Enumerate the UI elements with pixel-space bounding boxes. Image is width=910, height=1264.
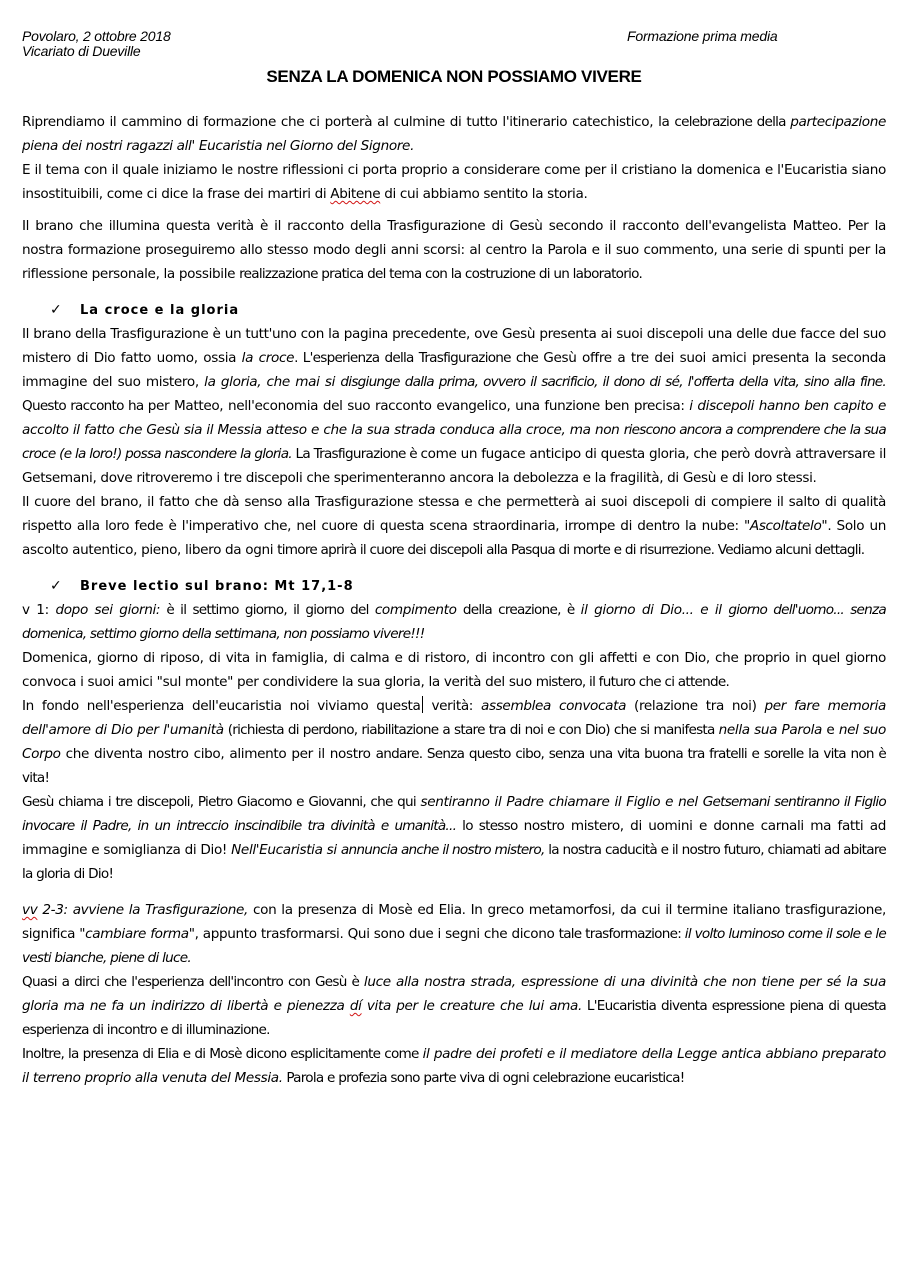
- text-run: E il tema con il quale iniziamo le nostre riflessioni ci porta proprio a considerare come per il cristiano la domenica e l'Eucaristia siano insostituibili, come ci dice la frase dei martiri di: [22, 162, 886, 202]
- text-run: i discepoli hanno ben capito e accolto il fatto che Gesù sia il Messia atteso e che la sua strada conduca alla croce, ma non: [22, 398, 887, 438]
- text-run: La Trasfigurazione è: [291, 446, 421, 462]
- text-run: "Ascoltatelo": [743, 518, 828, 534]
- text-run: è il settimo giorno, il giorno del: [160, 602, 375, 618]
- text-run: della creazione, è: [456, 602, 581, 618]
- place-date: Povolaro, 2 ottobre 2018: [22, 28, 171, 44]
- section2-paragraph-3: [22, 694, 886, 790]
- text-run: con la presenza di Mosè ed Elia. In greco metamorfosi, da cui il termine italiano trasfigurazione, significa: [22, 902, 886, 942]
- text-run: di cui abbiamo sentito la storia.: [380, 186, 588, 202]
- text-run: discepoli che sperimenteranno ancora la debolezza e la fragilità, di Gesù e di loro stessi.: [245, 470, 817, 486]
- text-run: 2-3: avviene la Trasfigurazione,: [37, 902, 249, 918]
- text-run: annuncia anche il nostro mistero,: [340, 842, 545, 858]
- text-run: Riprendiamo il cammino di formazione che ci porterà al culmine di tutto l'itinerario catechistico, la: [22, 114, 675, 130]
- section2-paragraph-6: [22, 970, 886, 1042]
- text-run: di ogni celebrazione eucaristica!: [488, 1070, 685, 1086]
- text-run: per Matteo, nell'economia del suo racconto evangelico, una funzione ben precisa:: [147, 398, 690, 414]
- intro-paragraph-3: [22, 214, 886, 286]
- text-run: il giorno di Dio... e il: [580, 602, 729, 618]
- text-run: Il cuore del brano, il fatto che dà senso alla Trasfigurazione stessa e che permetterà ai suoi discepoli di compiere il salto di qualità rispetto alla loro fede è l'imperativo che, nel cuore di questa scena straordinaria, irrompe di dentro la nube:: [22, 494, 886, 534]
- header-left: [22, 29, 171, 59]
- text-run: L'Eucaristia diventa espressione piena di questa esperienza di incontro e di illuminazione.: [22, 998, 886, 1038]
- text-run: tale trasformazione:: [558, 926, 685, 942]
- text-run: dopo sei giorni:: [55, 602, 161, 618]
- text-run: e: [822, 722, 839, 738]
- spellcheck-word[interactable]: dí: [349, 998, 362, 1014]
- text-run: il volto luminoso come il sole e le vesti bianche, piene di luce.: [22, 926, 886, 966]
- text-run: luce alla nostra strada, espressione di una divinità che non tiene per sé la sua gloria ma ne fa un indirizzo di libertà e pienezza: [22, 974, 886, 1014]
- text-run: (richiesta di perdono, riabilitazione a stare tra di noi e con Dio) che si manifesta: [223, 722, 719, 738]
- vicariate: Vicariato di Dueville: [22, 43, 141, 59]
- text-run: Nell'Eucaristia si: [231, 842, 341, 858]
- text-run: partecipazione piena dei nostri ragazzi all' Eucaristia nel Giorno del Signore.: [22, 114, 886, 154]
- text-run: lo stesso: [456, 818, 524, 834]
- text-run: ama.: [549, 998, 583, 1014]
- text-run: assemblea convocata: [480, 698, 627, 714]
- spellcheck-word[interactable]: vv: [22, 902, 38, 918]
- text-run: In fondo nell'esperienza dell'eucaristia noi viviamo questa: [22, 698, 421, 714]
- text-run: compimento: [374, 602, 457, 618]
- text-run: . L'esperienza della Trasfigurazione che: [294, 350, 544, 366]
- text-run: Il brano della Trasfigurazione è un tutt'uno con la pagina precedente, ove Gesù presenta ai suoi discepoli: [22, 326, 708, 342]
- document-title: SENZA LA DOMENICA NON POSSIAMO VIVERE: [266, 67, 642, 86]
- text-run: vita per le creature che lui: [361, 998, 550, 1014]
- text-run: (relazione tra noi): [626, 698, 765, 714]
- intro-paragraph-2: [22, 158, 886, 206]
- verses-2-3-paragraph: [22, 898, 886, 970]
- text-run: Getsemani sentiranno il Figlio invocare il Padre, in un intreccio inscindibile tra divinità e umanità...: [22, 794, 886, 834]
- course-label: Formazione prima media: [627, 28, 778, 44]
- text-run: una delle due facce del suo mistero di Dio fatto uomo, ossia: [22, 326, 886, 366]
- text-run: Il brano che illumina questa verità è il racconto della Trasfigurazione di Gesù secondo il racconto dell'evangelista Matteo. Per la nostra formazione proseguiremo allo stesso modo degli anni scorsi: al centro la Parola e il suo commento, una serie di spunti per la riflessione personale, la possibile: [22, 218, 886, 282]
- text-run: la croce: [241, 350, 295, 366]
- text-run: timore aprirà il cuore dei discepoli alla Pasqua di morte e di risurrezione. Vediamo alcuni dettagli.: [277, 542, 865, 558]
- section2-paragraph-4: [22, 790, 886, 886]
- text-run: Domenica, giorno di riposo, di vita in famiglia, di calma e di ristoro, di incontro con gli affetti e con Dio, che proprio in quel giorno convoca i suoi amici "sul monte" per condividere la sua gloria, la verità del suo: [22, 650, 886, 690]
- text-run: il padre dei profeti e il mediatore della: [422, 1046, 678, 1062]
- intro-paragraph-1: [22, 110, 886, 158]
- text-cursor: [422, 696, 423, 713]
- section2-paragraph-2: [22, 646, 886, 694]
- verse-1-paragraph: [22, 598, 886, 646]
- text-run: Parola e profezia sono parte viva: [282, 1070, 489, 1086]
- text-run: giorno dell'uomo... senza domenica, settimo giorno della settimana, non possiamo vivere!!!: [22, 602, 886, 642]
- text-run: nostro mistero, di uomini e donne carnali ma fatti ad immagine e somiglianza di Dio!: [22, 818, 886, 858]
- section1-paragraph-1: [22, 322, 886, 490]
- text-run: disgiunge dalla prima, ovvero il sacrificio, il dono di sé, l'offerta della vita, sino alla fine.: [340, 374, 886, 390]
- text-run: nel suo Corpo: [22, 722, 886, 762]
- text-run: Breve lectio sul brano: Mt 17,1-8: [80, 579, 354, 594]
- text-run: riescono ancora a comprendere che la sua croce (e la loro!) possa nascondere la gloria.: [22, 422, 886, 462]
- document-body: [22, 110, 886, 1090]
- text-run: , appunto trasformarsi. Qui sono due i segni che dicono: [194, 926, 559, 942]
- text-run: Gesù chiama i tre discepoli, Pietro Giacomo e Giovanni, che qui: [22, 794, 421, 810]
- text-run: . Solo un ascolto autentico, pieno, libero da ogni: [22, 518, 886, 558]
- section-heading-croce-gloria: [22, 298, 886, 322]
- text-run: celebrazione della: [674, 114, 791, 130]
- text-run: v 1:: [22, 602, 56, 618]
- checkmark-icon: ✓: [50, 578, 62, 594]
- section2-paragraph-7: [22, 1042, 886, 1090]
- text-run: "cambiare forma": [79, 926, 195, 942]
- section1-paragraph-2: [22, 490, 886, 562]
- section-heading-breve-lectio: [22, 574, 886, 598]
- spellcheck-word[interactable]: Abitene: [330, 186, 381, 202]
- text-run: che diventa nostro cibo, alimento per il nostro: [60, 746, 376, 762]
- text-run: come un fugace anticipo di questa gloria, che però dovrà attraversare il Getsemani, dove ritroveremo i tre: [22, 446, 886, 486]
- text-run: Inoltre, la presenza di Elia e di Mosè dicono esplicitamente come: [22, 1046, 423, 1062]
- checkmark-icon: ✓: [50, 302, 62, 318]
- text-run: Quasi a dirci che l'esperienza dell'incontro con Gesù è: [22, 974, 364, 990]
- text-run: la nostra caducità e il nostro futuro, chiamati ad abitare la gloria di Dio!: [22, 842, 886, 882]
- text-run: realizzazione pratica del tema con la costruzione di un laboratorio.: [239, 266, 643, 282]
- text-run: la gloria, che mai si: [204, 374, 341, 390]
- text-run: per fare memoria dell'amore di Dio per l'umanità: [22, 698, 886, 738]
- text-run: Questo racconto ha: [22, 398, 148, 414]
- text-run: andare. Senza questo cibo, senza una vita buona tra fratelli e sorelle la vita non è vita!: [22, 746, 886, 786]
- text-run: nella sua Parola: [718, 722, 822, 738]
- text-run: sentiranno il Padre chiamare il Figlio e nel: [420, 794, 703, 810]
- text-run: La croce e la gloria: [80, 303, 240, 318]
- text-run: verità:: [423, 698, 481, 714]
- text-run: Gesù offre a tre dei suoi amici presenta la seconda immagine del suo mistero,: [22, 350, 886, 390]
- text-run: Legge antica abbiano preparato il terreno proprio alla venuta del Messia.: [22, 1046, 886, 1086]
- text-run: mistero, il futuro che ci attende.: [535, 674, 730, 690]
